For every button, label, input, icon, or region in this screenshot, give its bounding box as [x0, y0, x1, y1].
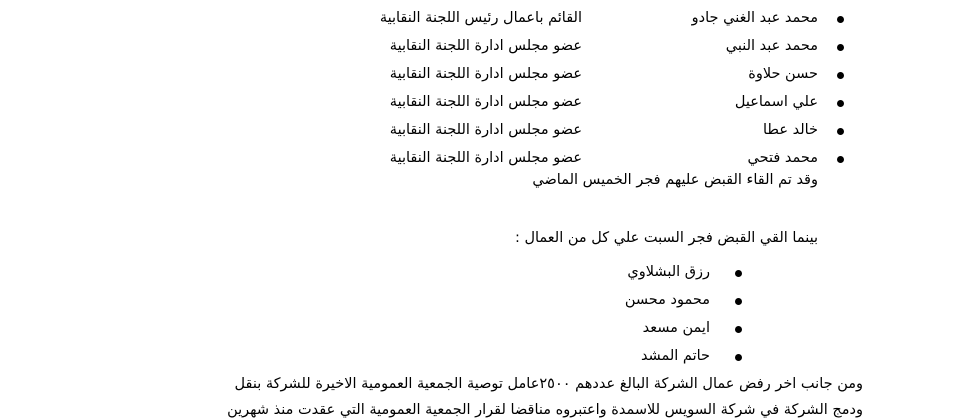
bullet-icon — [837, 156, 844, 163]
bullet-icon — [837, 128, 844, 135]
worker-name: ايمن مسعد — [642, 320, 710, 336]
member-name: محمد فتحي — [747, 150, 818, 166]
arrest-note: وقد تم القاء القبض عليهم فجر الخميس الماضي — [532, 172, 818, 188]
bullet-icon — [735, 354, 742, 361]
worker-name: محمود محسن — [624, 292, 710, 308]
paragraph-line-2: ودمج الشركة في شركة السويس للاسمدة واعتبروه مناقضا لقرار الجمعية العمومية التي عقدت منذ شهرين — [227, 402, 863, 418]
bullet-icon — [837, 16, 844, 23]
member-role: عضو مجلس ادارة اللجنة النقابية — [389, 66, 582, 82]
member-role: عضو مجلس ادارة اللجنة النقابية — [389, 38, 582, 54]
worker-name: حاتم المشد — [640, 348, 710, 364]
member-role: عضو مجلس ادارة اللجنة النقابية — [389, 94, 582, 110]
bullet-icon — [837, 72, 844, 79]
worker-name: رزق البشلاوي — [627, 264, 710, 280]
member-name: محمد عبد النبي — [725, 38, 818, 54]
member-name: حسن حلاوة — [748, 66, 818, 82]
member-role: عضو مجلس ادارة اللجنة النقابية — [389, 150, 582, 166]
member-role: القائم باعمال رئيس اللجنة النقابية — [379, 10, 582, 26]
member-name: علي اسماعيل — [734, 94, 818, 110]
member-name: خالد عطا — [763, 122, 818, 138]
bullet-icon — [735, 298, 742, 305]
bullet-icon — [735, 326, 742, 333]
member-role: عضو مجلس ادارة اللجنة النقابية — [389, 122, 582, 138]
second-intro: بينما القي القبض فجر السبت علي كل من العمال : — [514, 230, 818, 246]
bullet-icon — [735, 270, 742, 277]
bullet-icon — [837, 44, 844, 51]
paragraph-line-1: ومن جانب اخر رفض عمال الشركة البالغ عددهم ٢٥٠٠عامل توصية الجمعية العمومية الاخيرة للشركة بنقل — [234, 376, 863, 392]
bullet-icon — [837, 100, 844, 107]
member-name: محمد عبد الغني جادو — [691, 10, 818, 26]
